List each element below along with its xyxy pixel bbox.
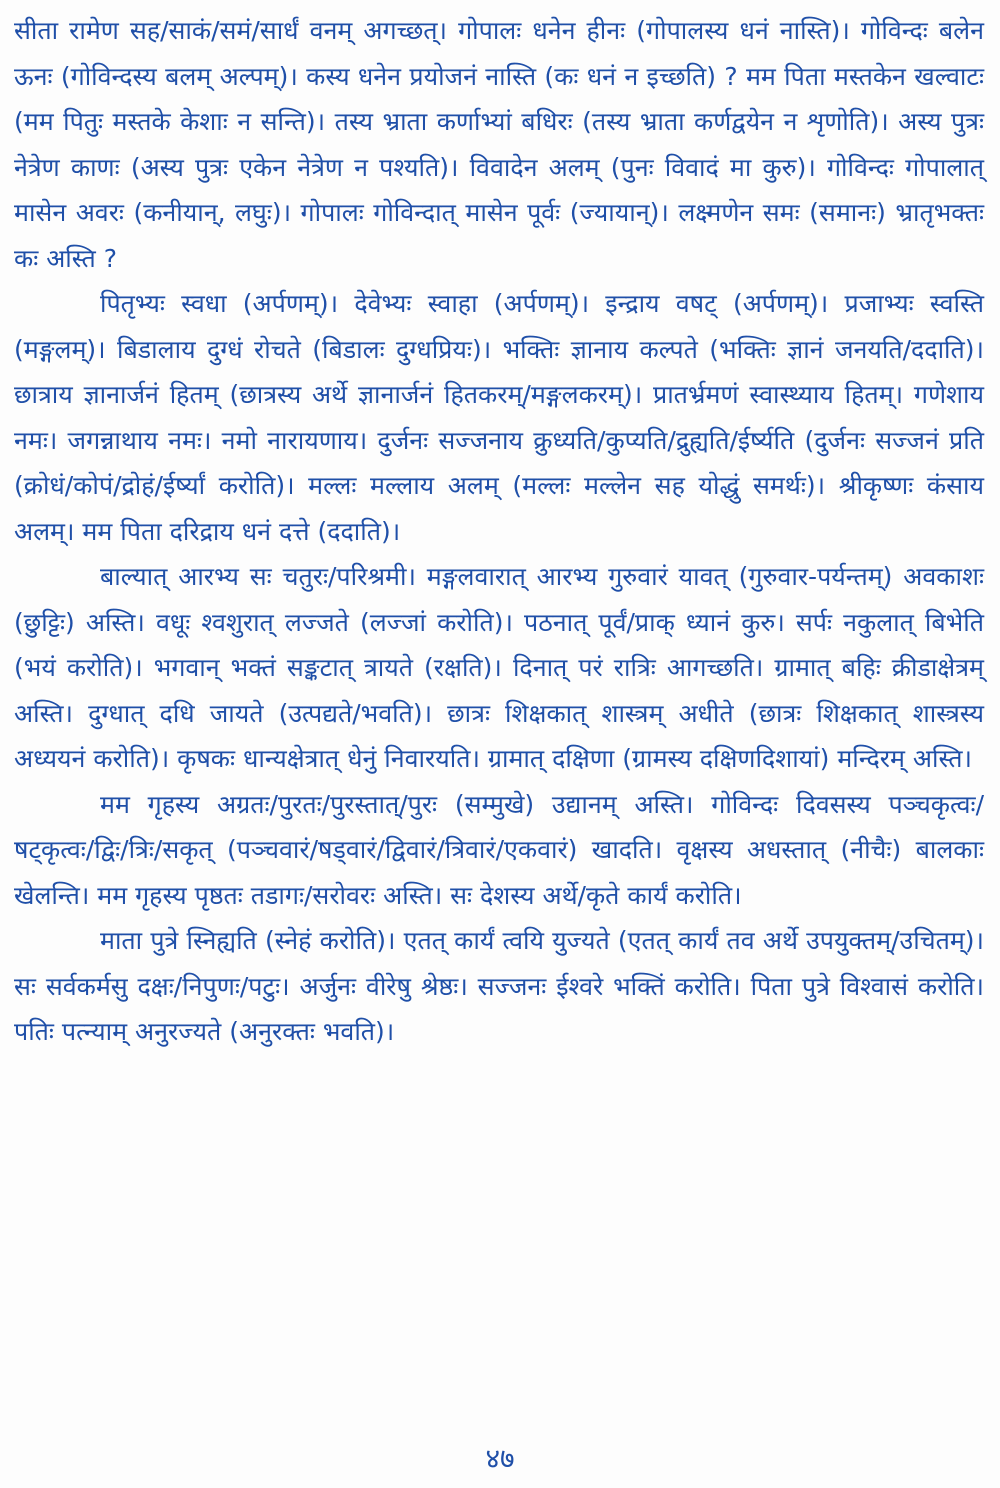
body-text xyxy=(14,8,984,1055)
paragraph-5: माता पुत्रे स्निह्यति (स्नेहं करोति)। एतत् कार्यं त्वयि युज्यते (एतत् कार्यं तव अर्थे उपयुक्तम्/उचितम्)। सः सर्वकर्मसु दक्षः/निपुणः/पटुः। अर्जुनः वीरेषु श्रेष्ठः। सज्जनः ईश्वरे भक्तिं करोति। पिता पुत्रे विश्वासं करोति। पतिः पत्न्याम् अनुरज्यते (अनुरक्तः भवति)। xyxy=(14,926,984,1046)
paragraph-3: बाल्यात् आरभ्य सः चतुरः/परिश्रमी। मङ्गलवारात् आरभ्य गुरुवारं यावत् (गुरुवार-पर्यन्तम्) अवकाशः (छुट्टिः) अस्ति। वधूः श्वशुरात् लज्जते (लज्जां करोति)। पठनात् पूर्वं/प्राक् ध्यानं कुरु। सर्पः नकुलात् बिभेति (भयं करोति)। भगवान् भक्तं सङ्कटात् त्रायते (रक्षति)। दिनात् परं रात्रिः आगच्छति। ग्रामात् बहिः क्रीडाक्षेत्रम् अस्ति। दुग्धात् दधि जायते (उत्पद्यते/भवति)। छात्रः शिक्षकात् शास्त्रम् अधीते (छात्रः शिक्षकात् शास्त्रस्य अध्ययनं करोति)। कृषकः धान्यक्षेत्रात् धेनुं निवारयति। ग्रामात् दक्षिणा (ग्रामस्य दक्षिणदिशायां) मन्दिरम् अस्ति। xyxy=(14,562,984,773)
paragraph-4: मम गृहस्य अग्रतः/पुरतः/पुरस्तात्/पुरः (सम्मुखे) उद्यानम् अस्ति। गोविन्दः दिवसस्य पञ्चकृत्वः/षट्कृत्वः/द्विः/त्रिः/सकृत् (पञ्चवारं/षड्वारं/द्विवारं/त्रिवारं/एकवारं) खादति। वृक्षस्य अधस्तात् (नीचैः) बालकाः खेलन्ति। मम गृहस्य पृष्ठतः तडागः/सरोवरः अस्ति। सः देशस्य अर्थे/कृते कार्यं करोति। xyxy=(14,789,984,910)
paragraph-2: पितृभ्यः स्वधा (अर्पणम्)। देवेभ्यः स्वाहा (अर्पणम्)। इन्द्राय वषट् (अर्पणम्)। प्रजाभ्यः स्वस्ति (मङ्गलम्)। बिडालाय दुग्धं रोचते (बिडालः दुग्धप्रियः)। भक्तिः ज्ञानाय कल्पते (भक्तिः ज्ञानं जनयति/ददाति)। छात्राय ज्ञानार्जनं हितम् (छात्रस्य अर्थे ज्ञानार्जनं हितकरम्/मङ्गलकरम्)। प्रातर्भ्रमणं स्वास्थ्याय हितम्। गणेशाय नमः। जगन्नाथाय नमः। नमो नारायणाय। दुर्जनः सज्जनाय क्रुध्यति/कुप्यति/द्रुह्यति/ईर्ष्यति (दुर्जनः सज्जनं प्रति (क्रोधं/कोपं/द्रोहं/ईर्ष्यां करोति)। मल्लः मल्लाय अलम् (मल्लः मल्लेन सह योद्धुं समर्थः)। श्रीकृष्णः कंसाय अलम्। मम पिता दरिद्राय धनं दत्ते (ददाति)। xyxy=(14,289,984,546)
page-number: ४७ xyxy=(485,1442,515,1475)
paragraph-1: सीता रामेण सह/साकं/समं/सार्धं वनम् अगच्छत्। गोपालः धनेन हीनः (गोपालस्य धनं नास्ति)। गोविन्दः बलेन ऊनः (गोविन्दस्य बलम् अल्पम्)। कस्य धनेन प्रयोजनं नास्ति (कः धनं न इच्छति) ? मम पिता मस्तकेन खल्वाटः (मम पितुः मस्तके केशाः न सन्ति)। तस्य भ्राता कर्णाभ्यां बधिरः (तस्य भ्राता कर्णद्वयेन न शृणोति)। अस्य पुत्रः नेत्रेण काणः (अस्य पुत्रः एकेन नेत्रेण न पश्यति)। विवादेन अलम् (पुनः विवादं मा कुरु)। गोविन्दः गोपालात् मासेन अवरः (कनीयान्, लघुः)। गोपालः गोविन्दात् मासेन पूर्वः (ज्यायान्)। लक्ष्मणेन समः (समानः) भ्रातृभक्तः कः अस्ति ? xyxy=(14,16,984,273)
